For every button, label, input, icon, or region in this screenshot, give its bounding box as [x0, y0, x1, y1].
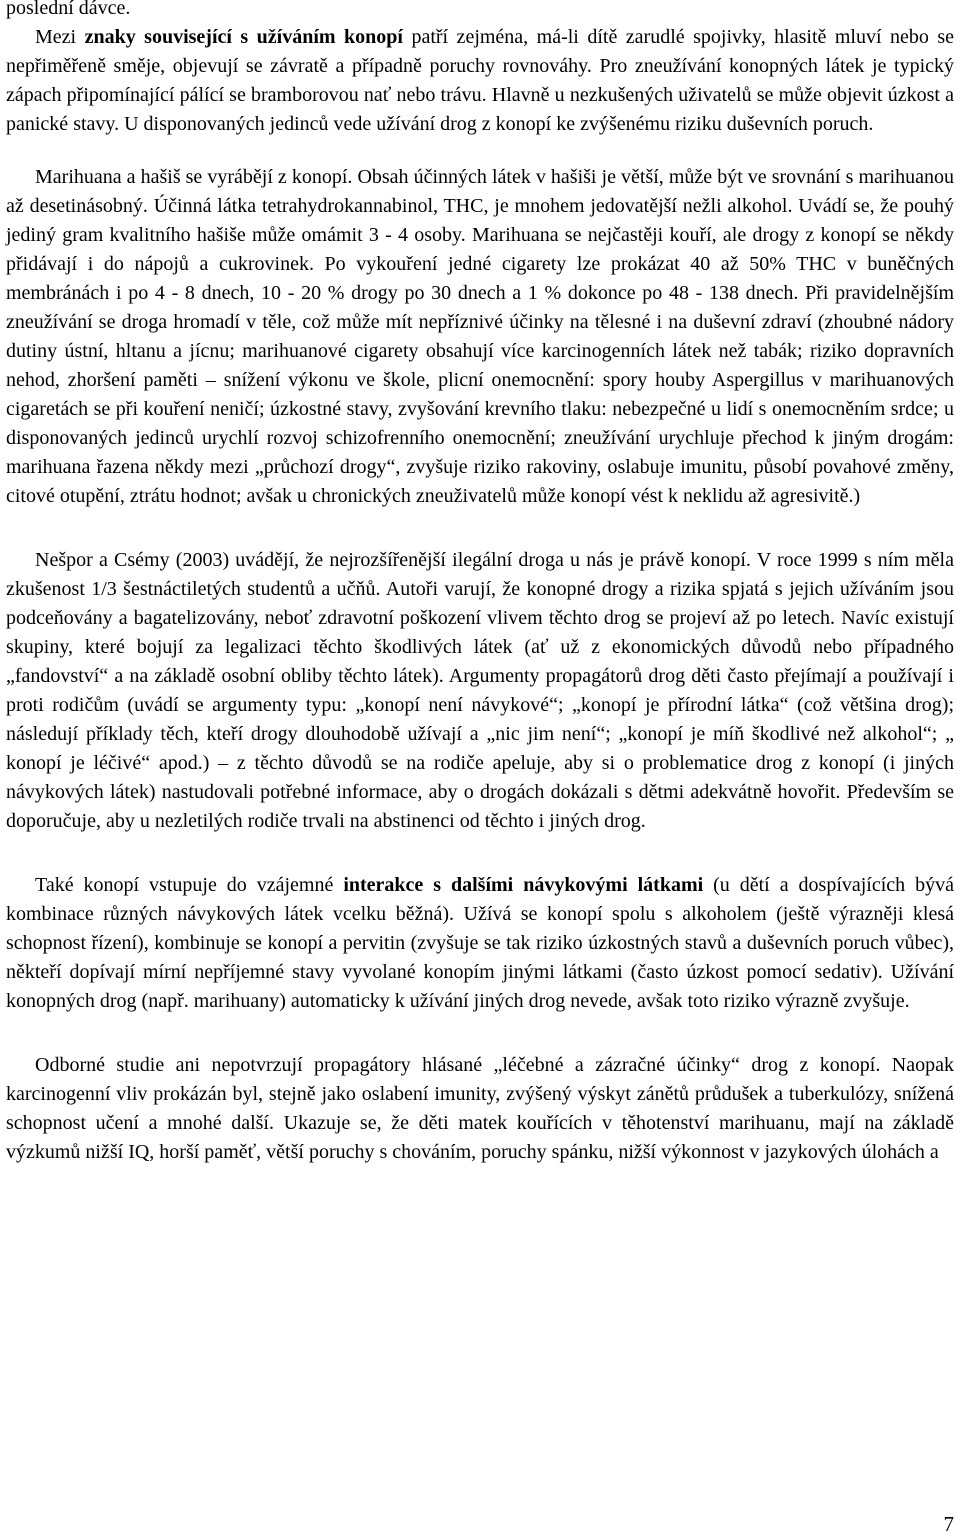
bold-term: znaky související s užíváním konopí	[84, 26, 403, 48]
paragraph-cannabis-signs	[6, 23, 954, 139]
paragraph-text: patří zejména, má-li dítě zarudlé spojivky, hlasitě mluví nebo se nepřiměřeně směje, objevují se závratě a případně poruchy rovnováhy. Pro zneužívání konopných látek je typický zápach připomínající pálící se bramborovou nať nebo trávu. Hlavně u nezkušených uživatelů se může objevit úzkost a panické stavy. U disponovaných jedinců vede užívání drog z konopí ke zvýšenému riziku duševních poruch.	[6, 26, 955, 135]
paragraph-nespor-csemy	[6, 546, 954, 836]
page-number: 7	[943, 1512, 954, 1536]
paragraph-continuation	[6, 0, 954, 23]
paragraph-interactions	[6, 871, 954, 1016]
paragraph-text: Odborné studie ani nepotvrzují propagátory hlásané „léčebné a zázračné účinky“ drog z konopí. Naopak karcinogenní vliv prokázán byl, stejně jako oslabení imunity, zvýšený výskyt zánětů průdušek a tuberkulózy, snížená schopnost učení a mnohé další. Ukazuje se, že děti matek kouřících v těhotenství marihuanu, mají na základě výzkumů nižší IQ, horší paměť, větší poruchy s chováním, poruchy spánku, nižší výkonnost v jazykových úlohách a	[6, 1054, 954, 1163]
bold-term: interakce s dalšími návykovými látkami	[343, 874, 704, 896]
paragraph-text: Nešpor a Csémy (2003) uvádějí, že nejrozšířenější ilegální droga u nás je právě konopí. V roce 1999 s ním měla zkušenost 1/3 šestnáctiletých studentů a učňů. Autoři varují, že konopné drogy a rizika spjatá s jejich užíváním jsou podceňovány a bagatelizovány, neboť zdravotní poškození vlivem těchto drog se projeví až po letech. Navíc existují skupiny, které bojují za legalizaci těchto škodlivých látek (ať už z ekonomických důvodů nebo případného „fandovství“ a na základě osobní obliby těchto látek). Argumenty propagátorů drog děti často přejímají a používají i proti rodičům (uvádí se argumenty typu: „konopí není návykové“; „konopí je přírodní látka“ (což většina drog); následují příklady těch, kteří drogy dlouhodobě užívají a „nic jim není“; „konopí je míň škodlivé než alkohol“; „ konopí je léčivé“ apod.) – z těchto důvodů se na rodiče apeluje, aby si o problematice drog z konopí (i jiných návykových látek) nastudovali potřebné informace, aby o drogách dokázali s dětmi adekvátně hovořit. Především se doporučuje, aby u nezletilých rodiče trvali na abstinenci od těchto i jiných drog.	[6, 549, 954, 832]
paragraph-marijuana-hashish	[6, 163, 954, 511]
paragraph-text: (u dětí a dospívajících bývá kombinace různých návykových látek vcelku běžná). Užívá se konopí spolu s alkoholem (ještě výrazněji klesá schopnost řízení), kombinuje se konopí a pervitin (zvyšuje se tak riziko úzkostných stavů a duševních poruch vůbec), někteří dopívají mírní nepříjemné stavy vyvolané konopím jinými látkami (často úzkost pomocí sedativ). Užívání konopných drog (např. marihuany) automaticky k užívání jiných drog nevede, avšak toto riziko výrazně zvyšuje.	[6, 874, 955, 1012]
paragraph-text: Marihuana a hašiš se vyrábějí z konopí. Obsah účinných látek v hašiši je větší, může být ve srovnání s marihuanou až desetinásobný. Účinná látka tetrahydrokannabinol, THC, je mnohem jedovatější nežli alkohol. Uvádí se, že pouhý jediný gram kvalitního hašiše může omámit 3 - 4 osoby. Marihuana se nejčastěji kouří, ale drogy z konopí se někdy přidávají i do nápojů a cukrovinek. Po vykouření jedné cigarety lze prokázat 40 až 50% THC v buněčných membránách i po 4 - 8 dnech, 10 - 20 % drogy po 30 dnech a 1 % dokonce po 48 - 138 dnech. Při pravidelnějším zneužívání se droga hromadí v těle, což může mít nepříznivé účinky na tělesné i na duševní zdraví (zhoubné nádory dutiny ústní, hltanu a jícnu; marihuanové cigarety obsahují více karcinogenních látek než tabák; riziko dopravních nehod, zhoršení paměti – snížení výkonu ve škole, plicní onemocnění: spory houby Aspergillus v marihuanových cigaretách se při kouření neničí; úzkostné stavy, zvyšování krevního tlaku: nebezpečné u lidí s onemocněním srdce; u disponovaných jedinců urychlí rozvoj schizofrenního onemocnění; zneužívání urychluje přechod k jiným drogám: marihuana řazena někdy mezi „průchozí drogy“, zvyšuje riziko rakoviny, oslabuje imunitu, působí povahové změny, citové otupění, ztrátu hodnot; avšak u chronických zneuživatelů může konopí vést k neklidu až agresivitě.)	[6, 166, 954, 507]
paragraph-text: Mezi	[35, 26, 85, 48]
document-page	[6, 0, 954, 1167]
paragraph-studies	[6, 1051, 954, 1167]
paragraph-text: poslední dávce.	[6, 0, 131, 19]
paragraph-text: Také konopí vstupuje do vzájemné	[35, 874, 344, 896]
